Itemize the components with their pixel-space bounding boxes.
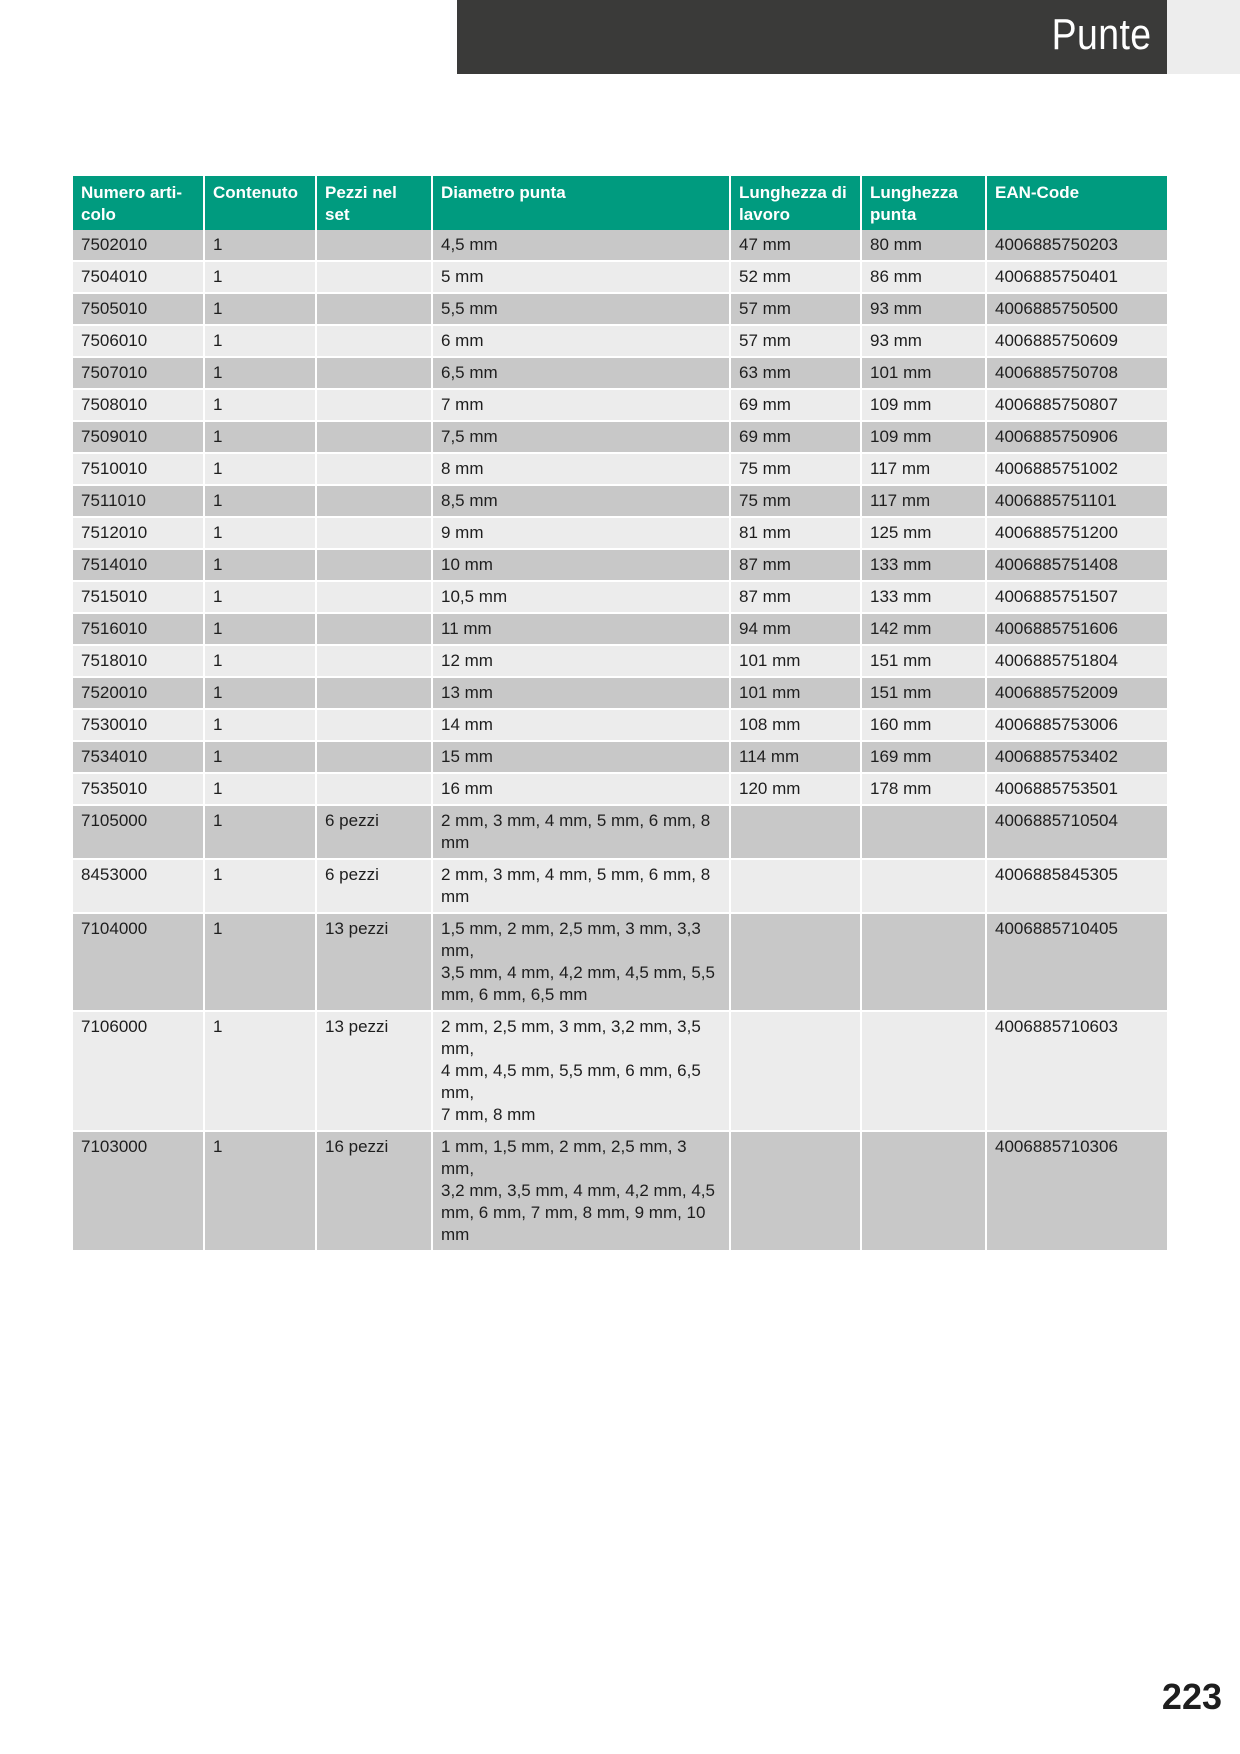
table-row [73,293,1167,325]
header-pieces-in-set: Pezzi nel set [316,176,432,230]
contents-cell: 1 [204,230,316,261]
table-row [73,357,1167,389]
drill-length-cell: 101 mm [861,357,986,389]
drill-diameter-cell: 8 mm [432,453,730,485]
drill-length-cell: 86 mm [861,261,986,293]
drill-diameter-cell: 12 mm [432,645,730,677]
article-number-cell: 7516010 [73,613,204,645]
ean-code-cell: 4006885750807 [986,389,1167,421]
ean-code-cell: 4006885710405 [986,913,1167,1011]
working-length-cell: 75 mm [730,485,861,517]
pieces-in-set-cell: 16 pezzi [316,1131,432,1251]
contents-cell: 1 [204,859,316,913]
drill-length-cell: 151 mm [861,677,986,709]
article-number-cell: 7505010 [73,293,204,325]
header-working-length: Lunghezza di lavoro [730,176,861,230]
article-number-cell: 7104000 [73,913,204,1011]
article-number-cell: 7509010 [73,421,204,453]
header-contents: Contenuto [204,176,316,230]
contents-cell: 1 [204,709,316,741]
pieces-in-set-cell [316,613,432,645]
table-row [73,677,1167,709]
drill-diameter-cell: 2 mm, 2,5 mm, 3 mm, 3,2 mm, 3,5 mm, 4 mm, 4,5 mm, 5,5 mm, 6 mm, 6,5 mm, 7 mm, 8 mm [432,1011,730,1131]
article-number-cell: 7506010 [73,325,204,357]
table-row [73,453,1167,485]
table-row [73,1131,1167,1251]
ean-code-cell: 4006885751408 [986,549,1167,581]
pieces-in-set-cell [316,389,432,421]
contents-cell: 1 [204,677,316,709]
pieces-in-set-cell [316,453,432,485]
drill-diameter-cell: 14 mm [432,709,730,741]
drill-diameter-cell: 10 mm [432,549,730,581]
drill-length-cell: 178 mm [861,773,986,805]
article-number-cell: 7512010 [73,517,204,549]
ean-code-cell: 4006885753006 [986,709,1167,741]
ean-code-cell: 4006885751200 [986,517,1167,549]
ean-code-cell: 4006885751507 [986,581,1167,613]
article-number-cell: 7520010 [73,677,204,709]
table-row [73,805,1167,859]
ean-code-cell: 4006885751002 [986,453,1167,485]
drill-diameter-cell: 5 mm [432,261,730,293]
article-number-cell: 7106000 [73,1011,204,1131]
contents-cell: 1 [204,389,316,421]
contents-cell: 1 [204,581,316,613]
article-number-cell: 7508010 [73,389,204,421]
working-length-cell: 120 mm [730,773,861,805]
pieces-in-set-cell: 6 pezzi [316,859,432,913]
working-length-cell [730,805,861,859]
drill-diameter-cell: 11 mm [432,613,730,645]
page-number: 223 [1161,1676,1222,1717]
drill-diameter-cell: 1,5 mm, 2 mm, 2,5 mm, 3 mm, 3,3 mm, 3,5 mm, 4 mm, 4,2 mm, 4,5 mm, 5,5 mm, 6 mm, 6,5 mm [432,913,730,1011]
table-row [73,325,1167,357]
contents-cell: 1 [204,357,316,389]
pieces-in-set-cell [316,581,432,613]
contents-cell: 1 [204,613,316,645]
header-drill-length: Lunghezza punta [861,176,986,230]
table-header-row [73,176,1167,230]
article-number-cell: 7510010 [73,453,204,485]
section-title-band [457,0,1167,74]
contents-cell: 1 [204,741,316,773]
contents-cell: 1 [204,1131,316,1251]
pieces-in-set-cell: 13 pezzi [316,913,432,1011]
table-row [73,389,1167,421]
ean-code-cell: 4006885753501 [986,773,1167,805]
drill-length-cell: 117 mm [861,453,986,485]
drill-length-cell: 93 mm [861,325,986,357]
working-length-cell: 47 mm [730,230,861,261]
article-number-cell: 7502010 [73,230,204,261]
contents-cell: 1 [204,645,316,677]
drill-length-cell: 125 mm [861,517,986,549]
drill-diameter-cell: 10,5 mm [432,581,730,613]
ean-code-cell: 4006885750708 [986,357,1167,389]
working-length-cell: 101 mm [730,677,861,709]
pieces-in-set-cell [316,261,432,293]
article-number-cell: 7518010 [73,645,204,677]
pieces-in-set-cell [316,517,432,549]
article-number-cell: 7511010 [73,485,204,517]
table-row [73,773,1167,805]
pieces-in-set-cell: 13 pezzi [316,1011,432,1131]
article-number-cell: 7105000 [73,805,204,859]
contents-cell: 1 [204,261,316,293]
article-number-cell: 7103000 [73,1131,204,1251]
contents-cell: 1 [204,293,316,325]
drill-length-cell [861,913,986,1011]
pieces-in-set-cell [316,709,432,741]
header-drill-diameter: Diametro punta [432,176,730,230]
pieces-in-set-cell [316,741,432,773]
drill-diameter-cell: 9 mm [432,517,730,549]
ean-code-cell: 4006885710603 [986,1011,1167,1131]
working-length-cell [730,859,861,913]
drill-diameter-cell: 7 mm [432,389,730,421]
table-row [73,709,1167,741]
drill-length-cell [861,1131,986,1251]
pieces-in-set-cell [316,773,432,805]
header-ean-code: EAN-Code [986,176,1167,230]
drill-length-cell: 109 mm [861,389,986,421]
article-number-cell: 7504010 [73,261,204,293]
table-row [73,581,1167,613]
ean-code-cell: 4006885845305 [986,859,1167,913]
article-number-cell: 7507010 [73,357,204,389]
contents-cell: 1 [204,325,316,357]
article-number-cell: 7534010 [73,741,204,773]
table-row [73,261,1167,293]
working-length-cell [730,1011,861,1131]
drill-length-cell [861,859,986,913]
drill-diameter-cell: 7,5 mm [432,421,730,453]
drill-length-cell [861,805,986,859]
ean-code-cell: 4006885753402 [986,741,1167,773]
pieces-in-set-cell [316,293,432,325]
table-row [73,741,1167,773]
ean-code-cell: 4006885750203 [986,230,1167,261]
table-row [73,613,1167,645]
article-number-cell: 8453000 [73,859,204,913]
working-length-cell: 52 mm [730,261,861,293]
drill-length-cell: 169 mm [861,741,986,773]
drill-length-cell: 93 mm [861,293,986,325]
title-band-edge [1167,0,1240,74]
working-length-cell: 114 mm [730,741,861,773]
pieces-in-set-cell [316,230,432,261]
pieces-in-set-cell [316,677,432,709]
article-number-cell: 7530010 [73,709,204,741]
working-length-cell: 81 mm [730,517,861,549]
drill-length-cell: 80 mm [861,230,986,261]
working-length-cell: 87 mm [730,581,861,613]
ean-code-cell: 4006885710504 [986,805,1167,859]
working-length-cell: 57 mm [730,293,861,325]
drill-length-cell: 109 mm [861,421,986,453]
product-table [73,176,1167,1252]
drill-diameter-cell: 1 mm, 1,5 mm, 2 mm, 2,5 mm, 3 mm, 3,2 mm, 3,5 mm, 4 mm, 4,2 mm, 4,5 mm, 6 mm, 7 mm, 8 mm, 9 mm, 10 mm [432,1131,730,1251]
ean-code-cell: 4006885751606 [986,613,1167,645]
working-length-cell [730,913,861,1011]
table-row [73,645,1167,677]
working-length-cell: 57 mm [730,325,861,357]
table-body [73,230,1167,1251]
drill-diameter-cell: 13 mm [432,677,730,709]
table-row [73,1011,1167,1131]
drill-diameter-cell: 5,5 mm [432,293,730,325]
drill-diameter-cell: 2 mm, 3 mm, 4 mm, 5 mm, 6 mm, 8 mm [432,859,730,913]
working-length-cell: 94 mm [730,613,861,645]
drill-length-cell: 117 mm [861,485,986,517]
table-row [73,421,1167,453]
header-article-number: Numero arti- colo [73,176,204,230]
article-number-cell: 7515010 [73,581,204,613]
pieces-in-set-cell: 6 pezzi [316,805,432,859]
table-row [73,485,1167,517]
ean-code-cell: 4006885751101 [986,485,1167,517]
table-row [73,517,1167,549]
working-length-cell: 63 mm [730,357,861,389]
drill-length-cell: 142 mm [861,613,986,645]
ean-code-cell: 4006885710306 [986,1131,1167,1251]
drill-diameter-cell: 16 mm [432,773,730,805]
section-title: Punte [1051,10,1151,59]
working-length-cell: 108 mm [730,709,861,741]
pieces-in-set-cell [316,325,432,357]
drill-diameter-cell: 4,5 mm [432,230,730,261]
article-number-cell: 7535010 [73,773,204,805]
drill-length-cell: 133 mm [861,581,986,613]
contents-cell: 1 [204,913,316,1011]
working-length-cell: 87 mm [730,549,861,581]
ean-code-cell: 4006885750609 [986,325,1167,357]
pieces-in-set-cell [316,485,432,517]
contents-cell: 1 [204,421,316,453]
pieces-in-set-cell [316,421,432,453]
contents-cell: 1 [204,485,316,517]
drill-length-cell: 133 mm [861,549,986,581]
drill-length-cell: 151 mm [861,645,986,677]
article-number-cell: 7514010 [73,549,204,581]
ean-code-cell: 4006885750906 [986,421,1167,453]
ean-code-cell: 4006885752009 [986,677,1167,709]
contents-cell: 1 [204,1011,316,1131]
working-length-cell: 69 mm [730,389,861,421]
contents-cell: 1 [204,453,316,485]
drill-diameter-cell: 6 mm [432,325,730,357]
drill-diameter-cell: 8,5 mm [432,485,730,517]
working-length-cell: 101 mm [730,645,861,677]
contents-cell: 1 [204,549,316,581]
pieces-in-set-cell [316,549,432,581]
contents-cell: 1 [204,773,316,805]
working-length-cell: 69 mm [730,421,861,453]
working-length-cell [730,1131,861,1251]
pieces-in-set-cell [316,645,432,677]
contents-cell: 1 [204,805,316,859]
table-row [73,859,1167,913]
pieces-in-set-cell [316,357,432,389]
drill-diameter-cell: 2 mm, 3 mm, 4 mm, 5 mm, 6 mm, 8 mm [432,805,730,859]
ean-code-cell: 4006885750401 [986,261,1167,293]
working-length-cell: 75 mm [730,453,861,485]
table-row [73,913,1167,1011]
drill-length-cell [861,1011,986,1131]
drill-diameter-cell: 15 mm [432,741,730,773]
ean-code-cell: 4006885750500 [986,293,1167,325]
drill-diameter-cell: 6,5 mm [432,357,730,389]
contents-cell: 1 [204,517,316,549]
table-row [73,549,1167,581]
drill-length-cell: 160 mm [861,709,986,741]
ean-code-cell: 4006885751804 [986,645,1167,677]
table-row [73,230,1167,261]
